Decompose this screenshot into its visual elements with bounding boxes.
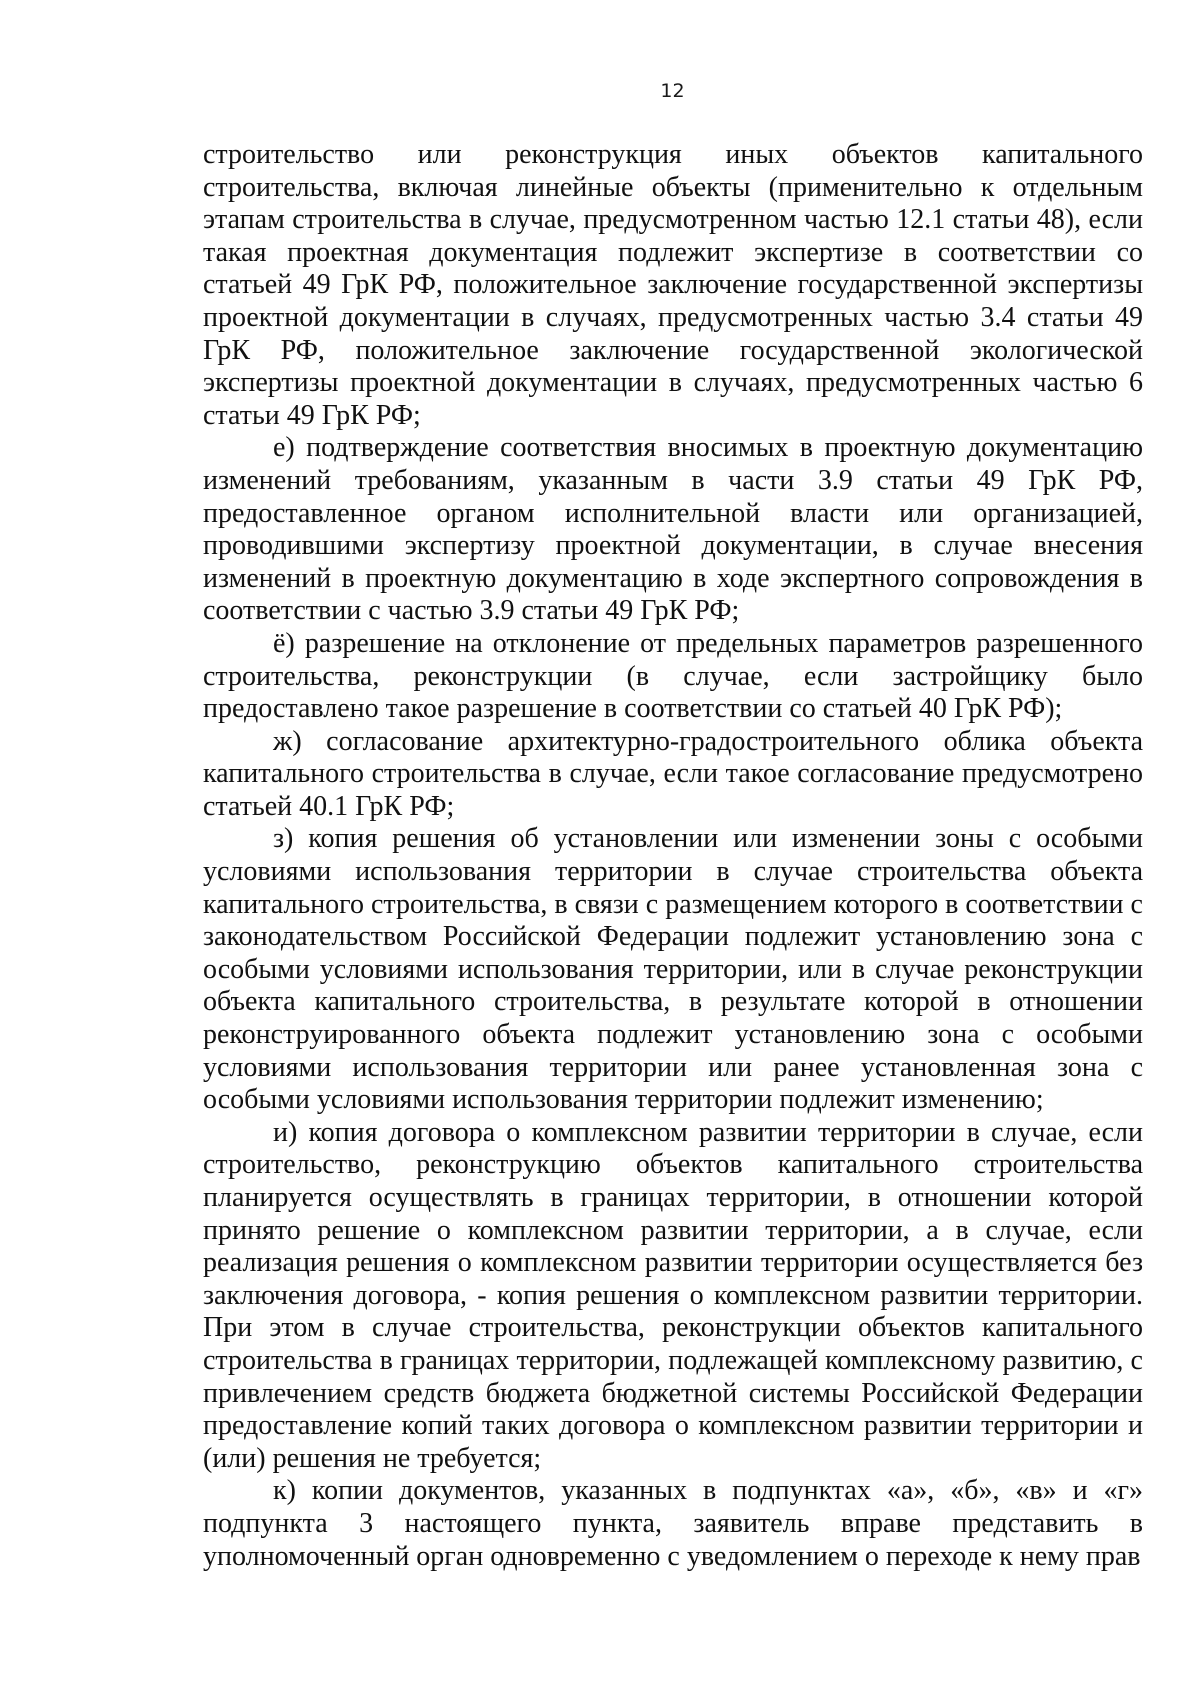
paragraph-item-e: е) подтверждение соответствия вносимых в проектную документацию изменений требованиям, указанным в части 3.9 статьи 49 ГрК РФ, предоставленное органом исполнительной власти или организацией, проводившими экспертизу проектной документации, в случае внесения изменений в проектную документацию в ходе экспертного сопровождения в соответствии с частью 3.9 статьи 49 ГрК РФ; [203, 432, 1143, 627]
paragraph-item-yo: ё) разрешение на отклонение от предельных параметров разрешенного строительства, реконструкции (в случае, если застройщику было предоставлено такое разрешение в соответствии со статьей 40 ГрК РФ); [203, 627, 1143, 725]
paragraph-item-k: к) копии документов, указанных в подпунктах «а», «б», «в» и «г» подпункта 3 настоящего пункта, заявитель вправе представить в уполномоченный орган одновременно с уведомлением о переходе к нему прав [203, 1475, 1143, 1572]
paragraph-item-zh: ж) согласование архитектурно-градостроительного облика объекта капитального строительства в случае, если такое согласование предусмотрено статьей 40.1 ГрК РФ; [203, 725, 1143, 822]
paragraph-continuation: строительство или реконструкция иных объектов капитального строительства, включая линейные объекты (применительно к отдельным этапам строительства в случае, предусмотренном частью 12.1 статьи 48), если такая проектная документация подлежит экспертизе в соответствии со статьей 49 ГрК РФ, положительное заключение государственной экспертизы проектной документации в случаях, предусмотренных частью 3.4 статьи 49 ГрК РФ, положительное заключение государственной экологической экспертизы проектной документации в случаях, предусмотренных частью 6 статьи 49 ГрК РФ; [203, 139, 1143, 431]
paragraph-item-z: з) копия решения об установлении или изменении зоны с особыми условиями использования территории в случае строительства объекта капитального строительства, в связи с размещением которого в соответствии с законодательством Российской Федерации подлежит установлению зона с особыми условиями использования территории, или в случае реконструкции объекта капитального строительства, в результате которой в отношении реконструированного объекта подлежит установлению зона с особыми условиями использования территории или ранее установленная зона с особыми условиями использования территории подлежит изменению; [203, 823, 1143, 1116]
page-number: 12 [660, 80, 685, 102]
paragraph-item-i: и) копия договора о комплексном развитии территории в случае, если строительство, реконструкцию объектов капитального строительства планируется осуществлять в границах территории, в отношении которой принято решение о комплексном развитии территории, а в случае, если реализация решения о комплексном развитии территории осуществляется без заключения договора, - копия решения о комплексном развитии территории. При этом в случае строительства, реконструкции объектов капитального строительства в границах территории, подлежащей комплексному развитию, с привлечением средств бюджета бюджетной системы Российской Федерации предоставление копий таких договора о комплексном развитии территории и (или) решения не требуется; [203, 1116, 1143, 1474]
document-body [203, 139, 1143, 1573]
